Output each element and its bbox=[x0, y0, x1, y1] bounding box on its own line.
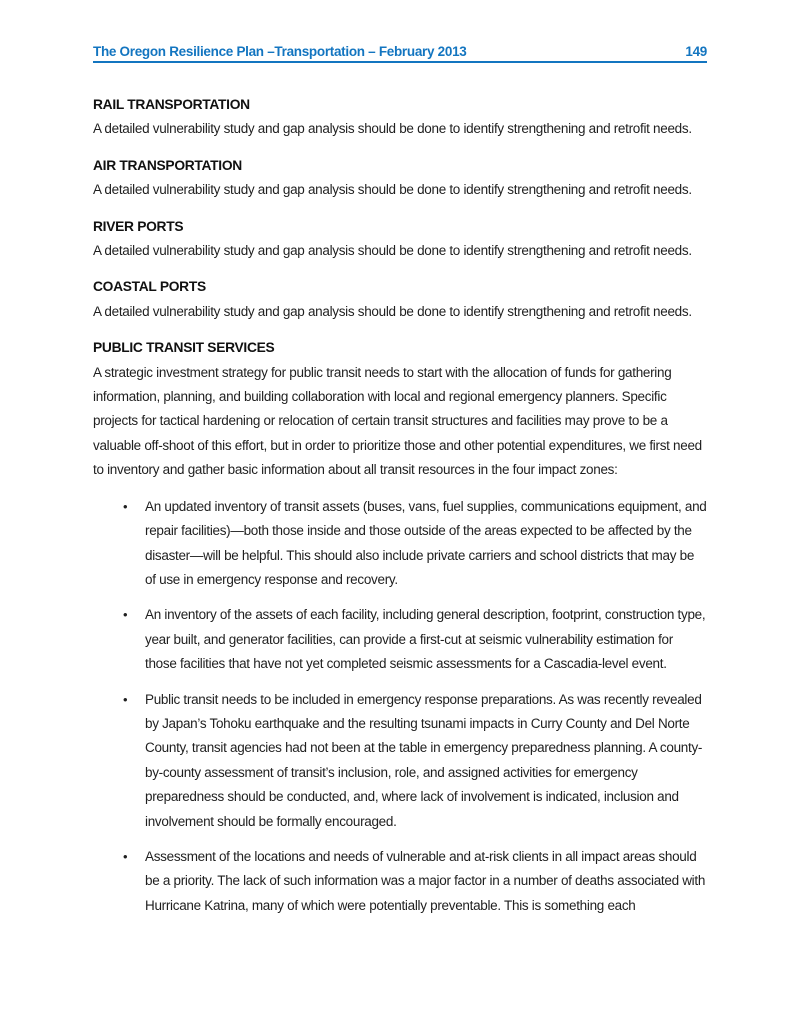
bullet-text-facility-inventory: An inventory of the assets of each facility, including general description, footprint, construction type, year built, and generator facilities, can provide a first-cut at seismic vulnerability estimation for those facilities that have not yet completed seismic assessments for a Cascadia-level event. bbox=[145, 607, 706, 672]
section-body-air: A detailed vulnerability study and gap analysis should be done to identify strengthening and retrofit needs. bbox=[93, 182, 692, 198]
bullet-list bbox=[93, 495, 707, 919]
section-public-transit-services bbox=[93, 336, 707, 482]
list-item bbox=[93, 688, 707, 834]
section-body-public-transit: A strategic investment strategy for public transit needs to start with the allocation of funds for gathering information, planning, and building collaboration with local and regional emergency planners. Specific projects for tactical hardening or relocation of certain transit structures and facilities may prove to be a valuable off-shoot of this effort, but in order to prioritize those and other potential expenditures, we first need to inventory and gather basic information about all transit resources in the four impact zones: bbox=[93, 364, 702, 478]
section-heading-coastal-ports: COASTAL PORTS bbox=[93, 279, 206, 295]
section-heading-public-transit: PUBLIC TRANSIT SERVICES bbox=[93, 340, 275, 356]
section-body-coastal-ports: A detailed vulnerability study and gap analysis should be done to identify strengthening and retrofit needs. bbox=[93, 303, 692, 319]
section-body-river-ports: A detailed vulnerability study and gap analysis should be done to identify strengthening and retrofit needs. bbox=[93, 243, 692, 259]
list-item bbox=[93, 603, 707, 676]
bullet-marker: • bbox=[123, 607, 128, 623]
page-header bbox=[93, 44, 707, 63]
section-river-ports bbox=[93, 215, 707, 264]
section-heading-river-ports: RIVER PORTS bbox=[93, 218, 184, 234]
section-rail-transportation bbox=[93, 93, 707, 142]
list-item bbox=[93, 495, 707, 593]
bullet-text-emergency-response: Public transit needs to be included in emergency response preparations. As was recently revealed by Japan’s Tohoku earthquake and the resulting tsunami impacts in Curry County and Del Norte County, transit agencies had not been at the table in emergency preparedness planning. A county-by-county assessment of transit’s inclusion, role, and assigned activities for emergency preparedness should be conducted, and, where lack of involvement is indicated, inclusion and involvement should be formally encouraged. bbox=[145, 691, 703, 829]
header-page-number: 149 bbox=[685, 44, 707, 59]
section-coastal-ports bbox=[93, 275, 707, 324]
bullet-marker: • bbox=[123, 498, 128, 514]
section-air-transportation bbox=[93, 154, 707, 203]
bullet-marker: • bbox=[123, 691, 128, 707]
section-heading-air: AIR TRANSPORTATION bbox=[93, 157, 242, 173]
bullet-marker: • bbox=[123, 848, 128, 864]
section-body-rail: A detailed vulnerability study and gap analysis should be done to identify strengthening and retrofit needs. bbox=[93, 121, 692, 137]
header-title: The Oregon Resilience Plan –Transportation – February 2013 bbox=[93, 44, 467, 59]
bullet-text-inventory-assets: An updated inventory of transit assets (buses, vans, fuel supplies, communications equipment, and repair facilities)—both those inside and those outside of the areas expected to be affected by the disaster—will be helpful. This should also include private carriers and school districts that may be of use in emergency response and recovery. bbox=[145, 498, 707, 587]
bullet-text-vulnerable-clients: Assessment of the locations and needs of vulnerable and at-risk clients in all impact areas should be a priority. The lack of such information was a major factor in a number of deaths associated with Hurricane Katrina, many of which were potentially preventable. This is something each bbox=[145, 848, 706, 913]
document-content bbox=[93, 93, 707, 918]
section-heading-rail: RAIL TRANSPORTATION bbox=[93, 97, 250, 112]
list-item bbox=[93, 845, 707, 918]
